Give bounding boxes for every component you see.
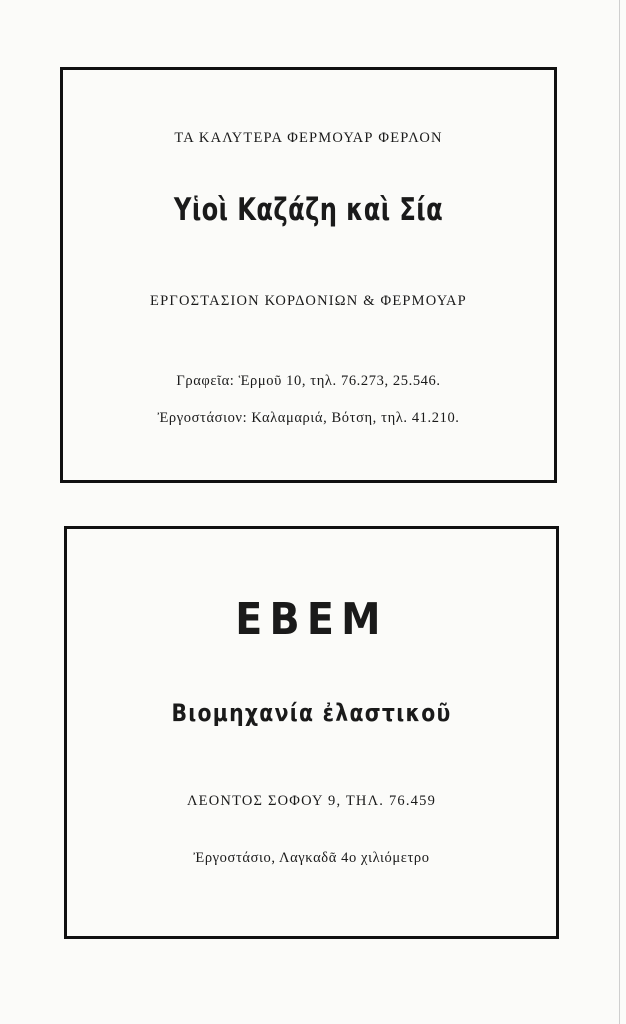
tagline: ΤΑ ΚΑΛΥΤΕΡΑ ΦΕΡΜΟΥΑΡ ΦΕΡΛΟΝ (174, 130, 443, 146)
factory-location: Ἐργοστάσιο, Λαγκαδᾶ 4ο χιλιόμετρο (193, 850, 430, 866)
offices-address: Γραφεῖα: Ἑρμοῦ 10, τηλ. 76.273, 25.546. (176, 373, 441, 389)
industry-title: Βιομηχανία ἐλαστικοῦ (171, 699, 452, 727)
advertisement-kazazi (60, 67, 557, 483)
factory-address: Ἐργοστάσιον: Καλαμαριά, Βότση, τηλ. 41.210. (157, 410, 460, 426)
advertisement-evem (64, 526, 559, 939)
company-name: Υἱοὶ Καζάζη καὶ Σία (173, 192, 444, 228)
evem-logo: ΕΒΕΜ (235, 594, 388, 645)
page-edge (619, 0, 620, 1024)
factory-type: ΕΡΓΟΣΤΑΣΙΟΝ ΚΟΡΔΟΝΙΩΝ & ΦΕΡΜΟΥΑΡ (150, 293, 467, 309)
address: ΛΕΟΝΤΟΣ ΣΟΦΟΥ 9, ΤΗΛ. 76.459 (186, 793, 437, 809)
